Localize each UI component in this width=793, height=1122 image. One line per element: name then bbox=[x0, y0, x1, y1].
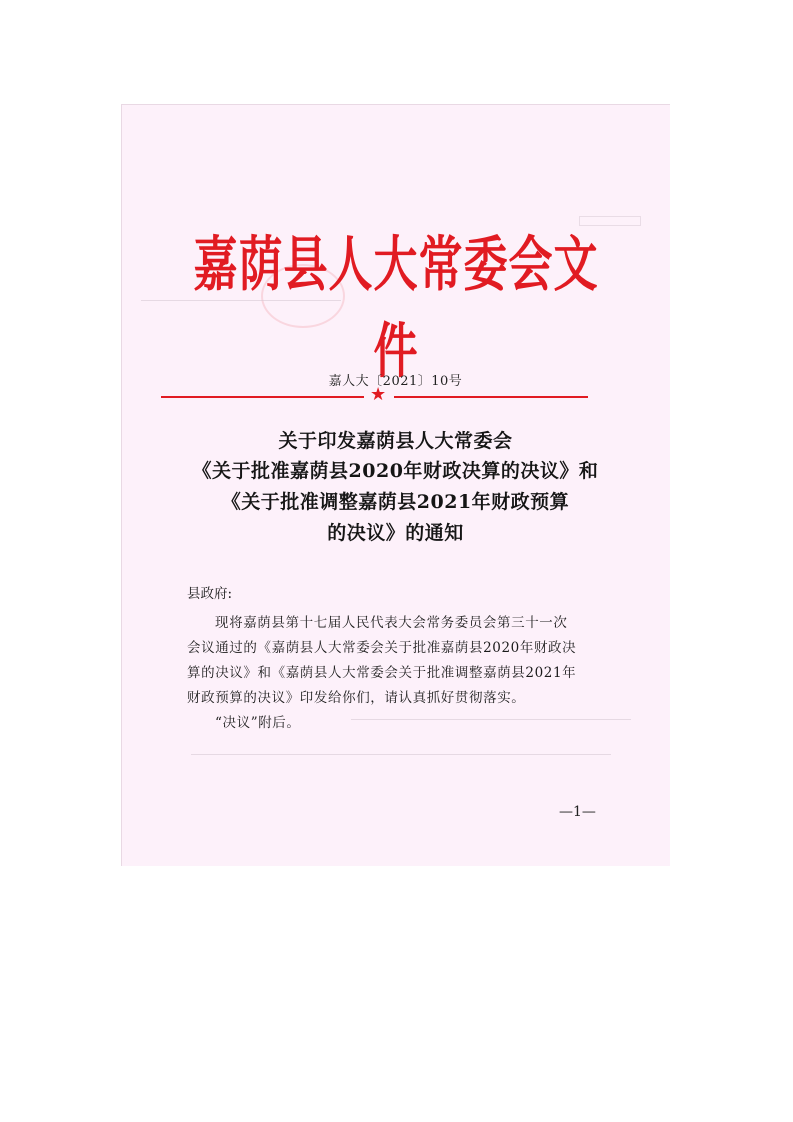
document-header: 嘉荫县人大常委会文件 bbox=[193, 230, 599, 387]
salutation: 县政府: bbox=[187, 586, 233, 602]
red-rule-left bbox=[161, 396, 364, 398]
bleed-through-line bbox=[351, 719, 631, 720]
scanned-page bbox=[121, 104, 670, 866]
red-rule-right bbox=[394, 396, 588, 398]
body-line-2: 会议通过的《嘉荫县人大常委会关于批准嘉荫县2020年财政决 bbox=[187, 640, 577, 656]
document-number: 嘉人大〔2021〕10号 bbox=[328, 374, 463, 389]
title-line-1: 关于印发嘉荫县人大常委会 bbox=[278, 430, 513, 452]
page-number: —1— bbox=[559, 804, 596, 820]
title-line-4: 的决议》的通知 bbox=[327, 522, 464, 544]
body-line-1: 现将嘉荫县第十七届人民代表大会常务委员会第三十一次 bbox=[215, 615, 568, 631]
bleed-through-line bbox=[191, 754, 611, 755]
title-line-2: 《关于批准嘉荫县2020年财政决算的决议》和 bbox=[192, 460, 599, 482]
body-line-3: 算的决议》和《嘉荫县人大常委会关于批准调整嘉荫县2021年 bbox=[187, 665, 577, 681]
title-line-3: 《关于批准调整嘉荫县2021年财政预算 bbox=[221, 491, 570, 513]
body-line-4: 财政预算的决议》印发给你们，请认真抓好贯彻落实。 bbox=[187, 690, 526, 706]
body-line-5: “决议”附后。 bbox=[215, 715, 301, 731]
star-icon: ★ bbox=[370, 384, 387, 405]
